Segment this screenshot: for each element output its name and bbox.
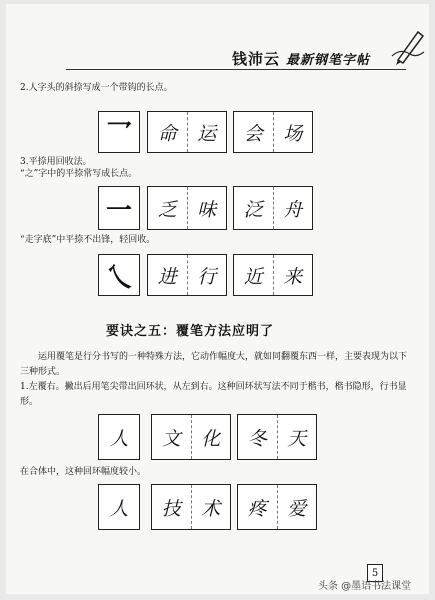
note3: 在合体中，这种回环幅度较小。 <box>20 467 147 477</box>
practice-char: 化 <box>191 415 231 459</box>
char-pair-box <box>147 186 227 230</box>
practice-char: 疼 <box>247 497 267 520</box>
intro-paragraph: 运用覆笔是行分书写的一种特殊方法，它动作幅度大，就如同翻覆东西一样，主要表现为以下三种形式。 <box>20 352 408 377</box>
practice-char: 泛 <box>243 198 263 221</box>
section2-heading: 2.人字头的斜捺写成一个带钩的长点。 <box>20 83 173 93</box>
stroke-char: 乛 <box>105 119 132 150</box>
practice-char: 来 <box>273 255 313 295</box>
example-box <box>98 414 140 460</box>
practice-char: 运 <box>187 112 227 152</box>
char-pair-box <box>151 484 231 530</box>
section-heading: 要诀之五：覆笔方法应明了 <box>106 324 275 339</box>
char-pair-box <box>233 186 313 230</box>
practice-char: 行 <box>187 255 227 295</box>
practice-char: 冬 <box>247 427 267 450</box>
book-subtitle: 最新钢笔字帖 <box>286 53 371 68</box>
section3-note2: “走字底”中平捺不出锋，轻回收。 <box>20 235 156 245</box>
char-pair-box <box>237 484 317 530</box>
stroke-char: 一 <box>105 195 132 226</box>
stroke-char: 乀 <box>105 262 132 293</box>
practice-char: 人 <box>109 497 129 520</box>
stroke-box <box>98 186 140 230</box>
practice-char: 乏 <box>157 198 177 221</box>
practice-char: 命 <box>157 122 177 145</box>
char-pair-box <box>147 111 227 153</box>
header-rule <box>66 69 406 70</box>
practice-char: 人 <box>109 427 129 450</box>
stroke-box <box>98 254 140 296</box>
practice-char: 近 <box>243 265 263 288</box>
practice-char: 会 <box>243 122 263 145</box>
practice-char: 技 <box>161 497 181 520</box>
watermark: 头条 @墨语书法课堂 <box>318 581 412 592</box>
practice-char: 天 <box>277 415 317 459</box>
pen-icon <box>390 26 428 66</box>
practice-char: 爱 <box>277 485 317 529</box>
practice-char: 术 <box>191 485 231 529</box>
copybook-page <box>6 4 429 594</box>
char-pair-box <box>233 254 313 296</box>
section3-heading: 3.平捺用回收法。 <box>20 157 92 167</box>
char-pair-box <box>147 254 227 296</box>
item1-paragraph: 1.左覆右。撇出后用笔尖带出回环状，从左到右。这种回环状写法不同于楷书，楷书隐形，行书显形。 <box>20 382 407 407</box>
section3-note1: “之”字中的平捺常写成长点。 <box>20 169 138 179</box>
page-number: 5 <box>367 564 383 582</box>
practice-char: 场 <box>273 112 313 152</box>
header-title <box>232 48 370 69</box>
author-name: 钱沛云 <box>232 50 281 68</box>
practice-char: 文 <box>161 427 181 450</box>
practice-char: 舟 <box>273 187 313 229</box>
char-pair-box <box>151 414 231 460</box>
char-pair-box <box>237 414 317 460</box>
practice-char: 味 <box>187 187 227 229</box>
practice-char: 进 <box>157 265 177 288</box>
char-pair-box <box>233 111 313 153</box>
stroke-box <box>98 111 140 153</box>
example-box <box>98 484 140 530</box>
